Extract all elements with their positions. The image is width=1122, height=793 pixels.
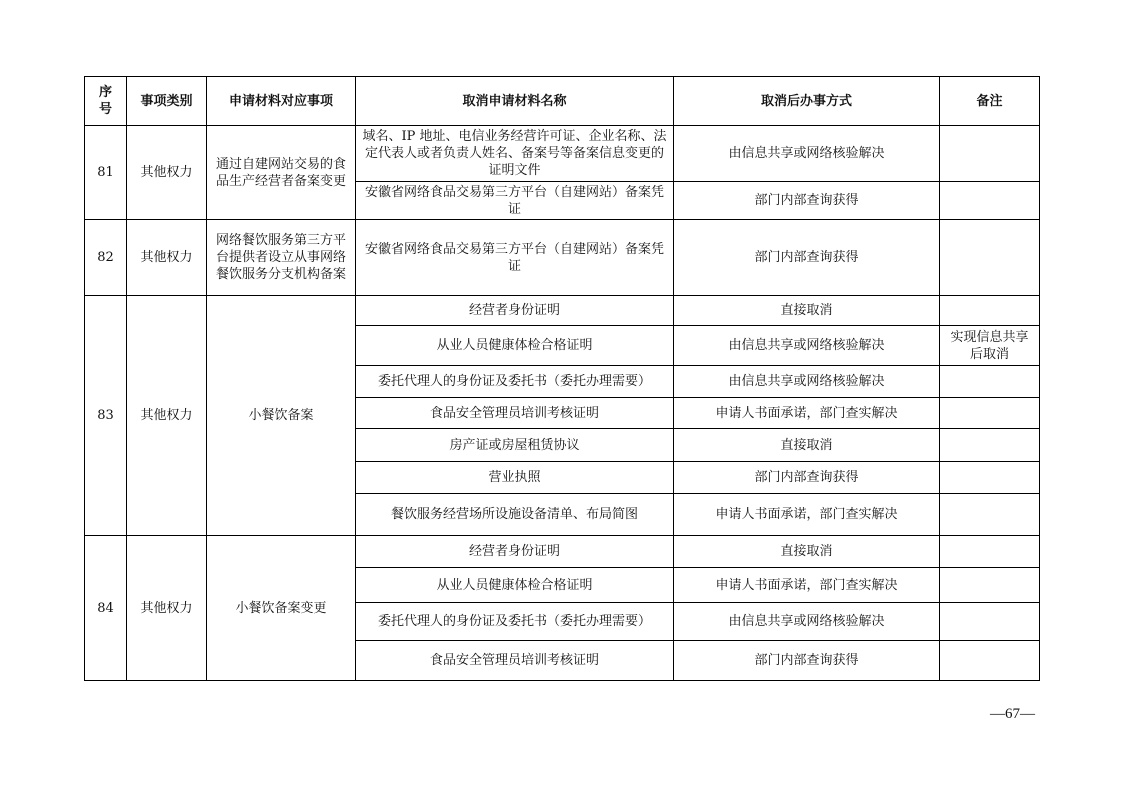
handling-method: 由信息共享或网络核验解决	[674, 366, 940, 398]
material-name: 食品安全管理员培训考核证明	[356, 398, 674, 429]
table-row	[85, 126, 1040, 182]
item-number: 81	[85, 126, 127, 220]
item-category: 其他权力	[127, 296, 207, 536]
handling-method: 申请人书面承诺，部门查实解决	[674, 568, 940, 603]
item-number: 83	[85, 296, 127, 536]
handling-method: 直接取消	[674, 296, 940, 326]
handling-method: 部门内部查询获得	[674, 641, 940, 681]
material-name: 经营者身份证明	[356, 296, 674, 326]
material-name: 委托代理人的身份证及委托书（委托办理需要）	[356, 366, 674, 398]
material-name: 营业执照	[356, 462, 674, 494]
item-matter: 小餐饮备案变更	[207, 536, 356, 681]
material-name: 从业人员健康体检合格证明	[356, 568, 674, 603]
item-matter: 小餐饮备案	[207, 296, 356, 536]
remark	[940, 182, 1040, 220]
handling-method: 直接取消	[674, 429, 940, 462]
handling-method: 申请人书面承诺，部门查实解决	[674, 494, 940, 536]
table-row	[85, 220, 1040, 296]
remark	[940, 536, 1040, 568]
handling-method: 申请人书面承诺，部门查实解决	[674, 398, 940, 429]
remark	[940, 220, 1040, 296]
material-name: 经营者身份证明	[356, 536, 674, 568]
handling-method: 由信息共享或网络核验解决	[674, 126, 940, 182]
header-row	[85, 77, 1040, 126]
remark	[940, 568, 1040, 603]
material-name: 房产证或房屋租赁协议	[356, 429, 674, 462]
remark: 实现信息共享后取消	[940, 326, 1040, 366]
remark	[940, 603, 1040, 641]
handling-method: 部门内部查询获得	[674, 182, 940, 220]
handling-method: 由信息共享或网络核验解决	[674, 326, 940, 366]
header-cell: 事项类别	[127, 77, 207, 126]
remark	[940, 429, 1040, 462]
header-cell: 备注	[940, 77, 1040, 126]
material-name: 安徽省网络食品交易第三方平台（自建网站）备案凭证	[356, 182, 674, 220]
remark	[940, 366, 1040, 398]
page-number: —67—	[990, 706, 1035, 722]
material-name: 餐饮服务经营场所设施设备清单、布局简图	[356, 494, 674, 536]
item-matter: 网络餐饮服务第三方平台提供者设立从事网络餐饮服务分支机构备案	[207, 220, 356, 296]
material-name: 从业人员健康体检合格证明	[356, 326, 674, 366]
item-category: 其他权力	[127, 126, 207, 220]
header-cell: 申请材料对应事项	[207, 77, 356, 126]
table-row	[85, 536, 1040, 568]
remark	[940, 126, 1040, 182]
item-category: 其他权力	[127, 536, 207, 681]
handling-method: 部门内部查询获得	[674, 462, 940, 494]
header-cell: 序号	[85, 77, 127, 126]
header-cell: 取消申请材料名称	[356, 77, 674, 126]
material-name: 安徽省网络食品交易第三方平台（自建网站）备案凭证	[356, 220, 674, 296]
header-cell: 取消后办事方式	[674, 77, 940, 126]
table-row	[85, 296, 1040, 326]
handling-method: 直接取消	[674, 536, 940, 568]
item-category: 其他权力	[127, 220, 207, 296]
remark	[940, 494, 1040, 536]
materials-table	[84, 76, 1040, 681]
material-name: 食品安全管理员培训考核证明	[356, 641, 674, 681]
material-name: 委托代理人的身份证及委托书（委托办理需要）	[356, 603, 674, 641]
item-matter: 通过自建网站交易的食品生产经营者备案变更	[207, 126, 356, 220]
handling-method: 部门内部查询获得	[674, 220, 940, 296]
remark	[940, 398, 1040, 429]
remark	[940, 296, 1040, 326]
item-number: 84	[85, 536, 127, 681]
material-name: 域名、IP 地址、电信业务经营许可证、企业名称、法定代表人或者负责人姓名、备案号等备案信息变更的证明文件	[356, 126, 674, 182]
remark	[940, 462, 1040, 494]
item-number: 82	[85, 220, 127, 296]
remark	[940, 641, 1040, 681]
handling-method: 由信息共享或网络核验解决	[674, 603, 940, 641]
